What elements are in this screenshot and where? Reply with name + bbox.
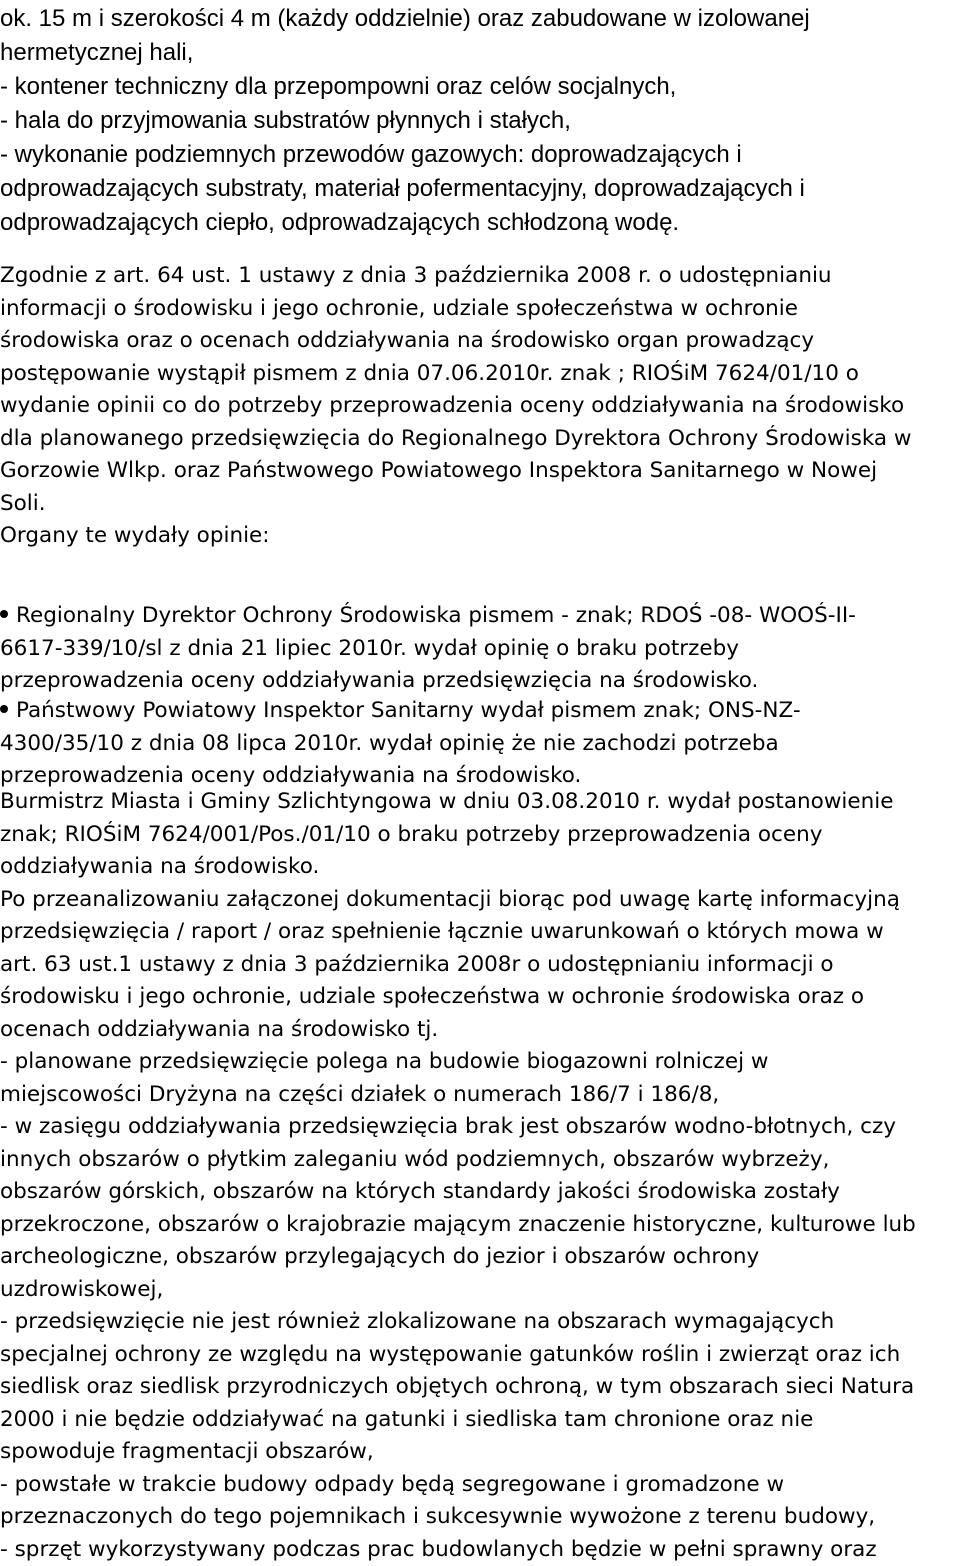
opinion-text: Państwowy Powiatowy Inspektor Sanitarny wydał pismem znak; ONS-NZ- [16, 698, 801, 723]
text-line: 4300/35/10 z dnia 08 lipca 2010r. wydał opinię że nie zachodzi potrzeba [0, 728, 960, 761]
text-line: przeprowadzenia oceny oddziaływania przedsięwzięcia na środowisko. [0, 665, 960, 698]
text-line: - planowane przedsięwzięcie polega na budowie biogazowni rolniczej w [0, 1046, 960, 1079]
text-line: siedlisk oraz siedlisk przyrodniczych objętych ochroną, w tym obszarach sieci Natura [0, 1371, 960, 1404]
text-line: - sprzęt wykorzystywany podczas prac budowlanych będzie w pełni sprawny oraz [0, 1534, 960, 1566]
text-line: znak; RIOŚiM 7624/001/Pos./01/10 o braku potrzeby przeprowadzenia oceny [0, 819, 960, 852]
text-line: środowiska oraz o ocenach oddziaływania na środowisko organ prowadzący [0, 325, 960, 358]
text-line [0, 600, 960, 633]
text-line: 6617-339/10/sl z dnia 21 lipiec 2010r. wydał opinię o braku potrzeby [0, 633, 960, 666]
text-line: Po przeanalizowaniu załączonej dokumentacji biorąc pod uwagę kartę informacyjną [0, 884, 960, 917]
body-section [0, 786, 960, 1566]
text-line: - hala do przyjmowania substratów płynnych i stałych, [0, 104, 960, 138]
text-line: 2000 i nie będzie oddziaływać na gatunki i siedliska tam chronione oraz nie [0, 1404, 960, 1437]
bullet-icon [0, 610, 8, 618]
text-line: Soli. [0, 488, 960, 521]
opinion-item-2 [0, 695, 960, 793]
text-line: obszarów górskich, obszarów na których standardy jakości środowiska zostały [0, 1176, 960, 1209]
text-line: odprowadzających substraty, materiał pofermentacyjny, doprowadzających i [0, 172, 960, 206]
legal-basis-section [0, 260, 960, 553]
text-line: odprowadzających ciepło, odprowadzających schłodzoną wodę. [0, 206, 960, 240]
text-line: postępowanie wystąpił pismem z dnia 07.06.2010r. znak ; RIOŚiM 7624/01/10 o [0, 358, 960, 391]
text-line: - w zasięgu oddziaływania przedsięwzięcia brak jest obszarów wodno-błotnych, czy [0, 1111, 960, 1144]
text-line: uzdrowiskowej, [0, 1274, 960, 1307]
text-line: informacji o środowisku i jego ochronie, udziale społeczeństwa w ochronie [0, 293, 960, 326]
text-line: Gorzowie Wlkp. oraz Państwowego Powiatowego Inspektora Sanitarnego w Nowej [0, 455, 960, 488]
text-line: innych obszarów o płytkim zaleganiu wód podziemnych, obszarów wybrzeży, [0, 1144, 960, 1177]
text-line: przekroczone, obszarów o krajobrazie mającym znaczenie historyczne, kulturowe lub [0, 1209, 960, 1242]
text-line: miejscowości Dryżyna na części działek o numerach 186/7 i 186/8, [0, 1079, 960, 1112]
text-line: wydanie opinii co do potrzeby przeprowadzenia oceny oddziaływania na środowisko [0, 390, 960, 423]
bullet-icon [0, 705, 8, 713]
text-line: Zgodnie z art. 64 ust. 1 ustawy z dnia 3 października 2008 r. o udostępnianiu [0, 260, 960, 293]
text-line: - powstałe w trakcie budowy odpady będą segregowane i gromadzone w [0, 1469, 960, 1502]
text-line: - kontener techniczny dla przepompowni oraz celów socjalnych, [0, 70, 960, 104]
text-line: art. 63 ust.1 ustawy z dnia 3 października 2008r o udostępnianiu informacji o [0, 949, 960, 982]
text-line: spowoduje fragmentacji obszarów, [0, 1436, 960, 1469]
text-line: dla planowanego przedsięwzięcia do Regionalnego Dyrektora Ochrony Środowiska w [0, 423, 960, 456]
opinion-item-1 [0, 600, 960, 698]
text-line: ok. 15 m i szerokości 4 m (każdy oddzielnie) oraz zabudowane w izolowanej [0, 2, 960, 36]
intro-section [0, 2, 960, 240]
text-line: hermetycznej hali, [0, 36, 960, 70]
text-line: - przedsięwzięcie nie jest również zlokalizowane na obszarach wymagających [0, 1306, 960, 1339]
text-line: przeprowadzenia oceny oddziaływania na środowisko. [0, 760, 960, 793]
opinion-text: Regionalny Dyrektor Ochrony Środowiska pismem - znak; RDOŚ -08- WOOŚ-II- [16, 603, 856, 628]
text-line: Burmistrz Miasta i Gminy Szlichtyngowa w dniu 03.08.2010 r. wydał postanowienie [0, 786, 960, 819]
text-line: Organy te wydały opinie: [0, 520, 960, 553]
text-line: archeologiczne, obszarów przylegających do jezior i obszarów ochrony [0, 1241, 960, 1274]
text-line: środowisku i jego ochronie, udziale społeczeństwa w ochronie środowiska oraz o [0, 981, 960, 1014]
text-line: oddziaływania na środowisko. [0, 851, 960, 884]
text-line: ocenach oddziaływania na środowisko tj. [0, 1014, 960, 1047]
text-line: specjalnej ochrony ze względu na występowanie gatunków roślin i zwierząt oraz ich [0, 1339, 960, 1372]
text-line [0, 695, 960, 728]
text-line: przeznaczonych do tego pojemnikach i sukcesywnie wywożone z terenu budowy, [0, 1501, 960, 1534]
text-line: przedsięwzięcia / raport / oraz spełnienie łącznie uwarunkowań o których mowa w [0, 916, 960, 949]
text-line: - wykonanie podziemnych przewodów gazowych: doprowadzających i [0, 138, 960, 172]
